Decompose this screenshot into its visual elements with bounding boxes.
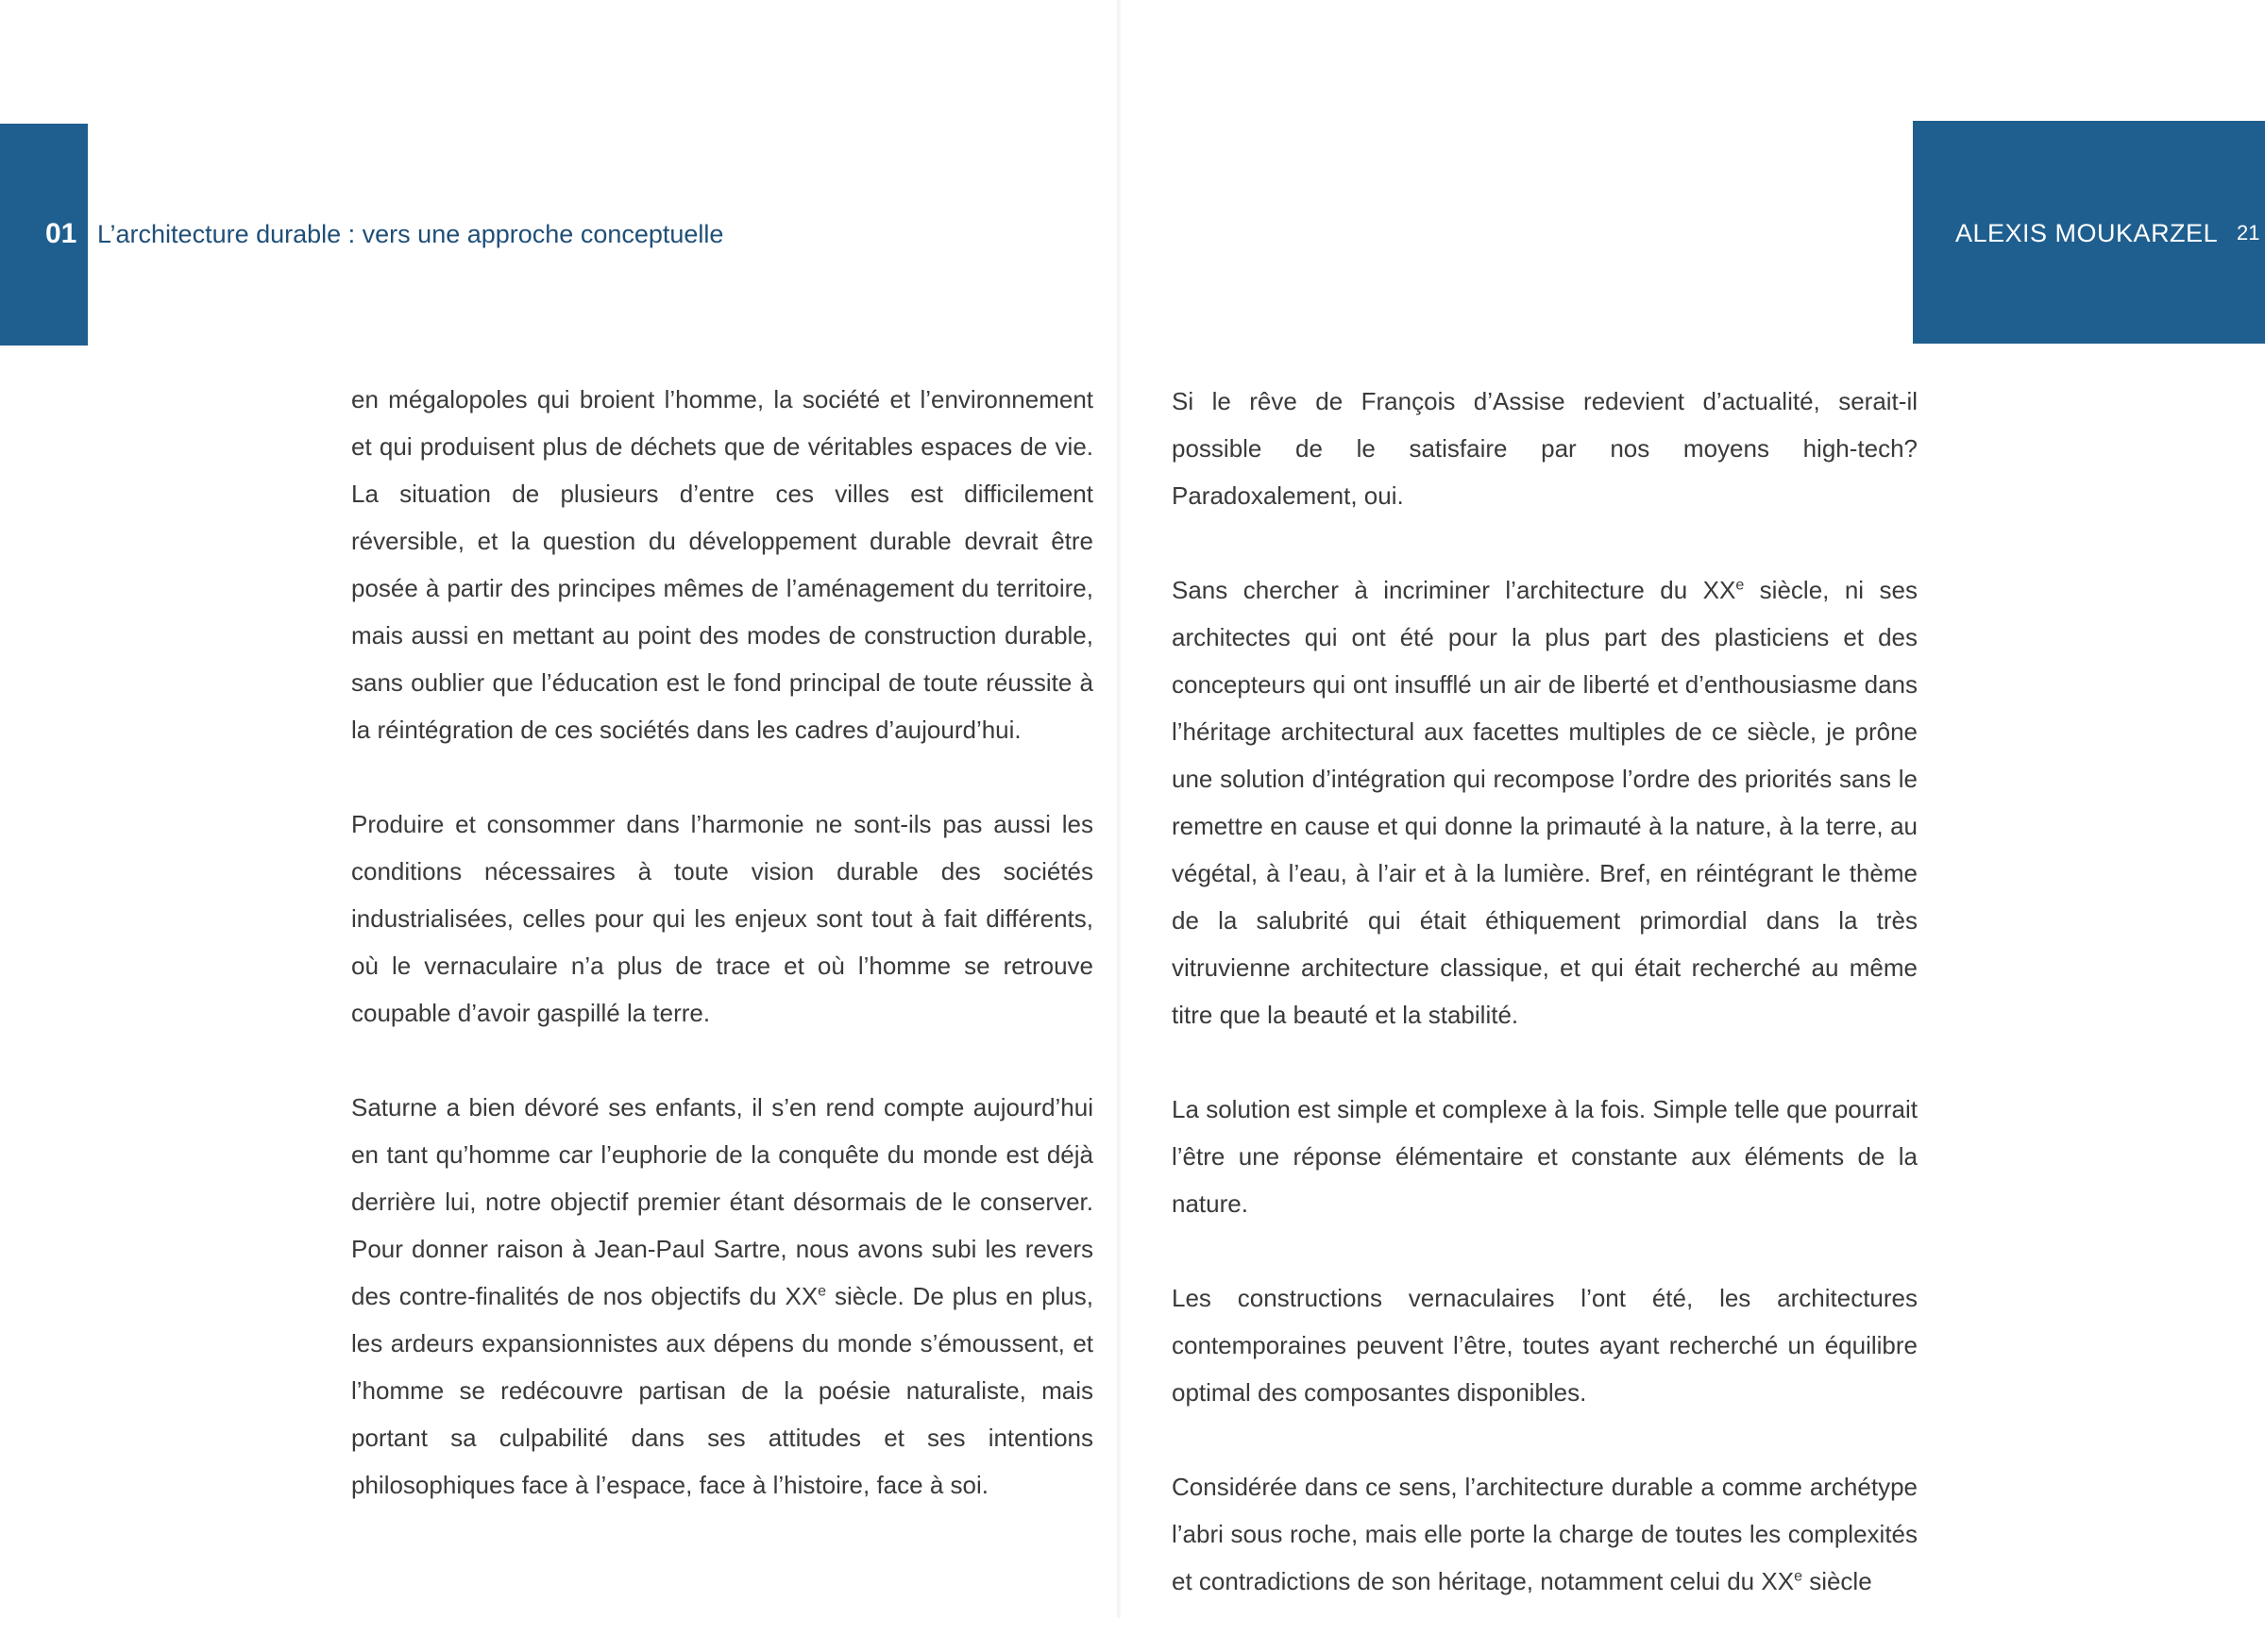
superscript-e: e [1794, 1568, 1802, 1585]
paragraph-4: Si le rêve de François d’Assise redevient d’actualité, serait-il possible de le satisfaire par nos moyens high-tech? Paradoxalement, oui. [1172, 387, 1918, 510]
paragraph-1: en mégalopoles qui broient l’homme, la société et l’environnement et qui produisent plus de déchets que de véritables espaces de vie. La situation de plusieurs d’entre ces villes est difficilement réversible, et la question du développement durable devrait être posée à partir des principes mêmes de l’aménagement du territoire, mais aussi en mettant au point des modes de construction durable, sans oublier que l’éducation est le fond principal de toute réussite à la réintégration de ces sociétés dans les cadres d’aujourd’hui. [351, 385, 1093, 744]
paragraph-8-text-b: siècle [1801, 1567, 1872, 1595]
left-text-column [351, 376, 1093, 1556]
chapter-number: 01 [45, 218, 77, 249]
book-gutter [1116, 0, 1122, 1618]
paragraph-3 [351, 1084, 1093, 1509]
author-name: ALEXIS MOUKARZEL [1955, 219, 2219, 247]
right-text-column [1172, 378, 1918, 1652]
paragraph-5-text-b: siècle, ni ses architectes qui ont été pour la plus part des plasticiens et des concepteurs qui ont insufflé un air de liberté et d’enthousiasme dans l’héritage architectural aux facettes multiples de ce siècle, je prône une solution d’intégration qui recompose l’ordre des priorités sans le remettre en cause et qui donne la primauté à la nature, à la terre, au végétal, à l’eau, à l’air et à la lumière. Bref, en réintégrant le thème de la salubrité qui était éthiquement primordial dans la très vitruvienne architecture classique, et qui était recherché au même titre que la beauté et la stabilité. [1172, 576, 1918, 1029]
page-number: 21 [2237, 221, 2260, 244]
paragraph-6: La solution est simple et complexe à la fois. Simple telle que pourrait l’être une réponse élémentaire et constante aux éléments de la nature. [1172, 1095, 1918, 1218]
paragraph-8-text-a: Considérée dans ce sens, l’architecture durable a comme archétype l’abri sous roche, mais elle porte la charge de toutes les complexités et contradictions de son héritage, notamment celui du XX [1172, 1473, 1918, 1595]
paragraph-8 [1172, 1463, 1918, 1605]
chapter-title: L’architecture durable : vers une approche conceptuelle [97, 220, 724, 248]
paragraph-5-text-a: Sans chercher à incriminer l’architecture du XX [1172, 576, 1736, 604]
paragraph-5 [1172, 566, 1918, 1038]
superscript-e: e [1735, 577, 1745, 594]
superscript-e: e [818, 1283, 827, 1300]
paragraph-3-text-b: siècle. De plus en plus, les ardeurs expansionnistes aux dépens du monde s’émoussent, et l’homme se redécouvre partisan de la poésie naturaliste, mais portant sa culpabilité dans ses attitudes et ses intentions philosophiques face à l’espace, face à l’histoire, face à soi. [351, 1282, 1093, 1499]
paragraph-2: Produire et consommer dans l’harmonie ne sont-ils pas aussi les conditions nécessaires à toute vision durable des sociétés industrialisées, celles pour qui les enjeux sont tout à fait différents, où le vernaculaire n’a plus de trace et où l’homme se retrouve coupable d’avoir gaspillé la terre. [351, 810, 1093, 1027]
paragraph-7: Les constructions vernaculaires l’ont été, les architectures contemporaines peuvent l’être, toutes ayant recherché un équilibre optimal des composantes disponibles. [1172, 1284, 1918, 1407]
paragraph-3-text-a: Saturne a bien dévoré ses enfants, il s’en rend compte aujourd’hui en tant qu’homme car l’euphorie de la conquête du monde est déjà derrière lui, notre objectif premier étant désormais de le conserver. Pour donner raison à Jean-Paul Sartre, nous avons subi les revers des contre-finalités de nos objectifs du XX [351, 1093, 1093, 1310]
